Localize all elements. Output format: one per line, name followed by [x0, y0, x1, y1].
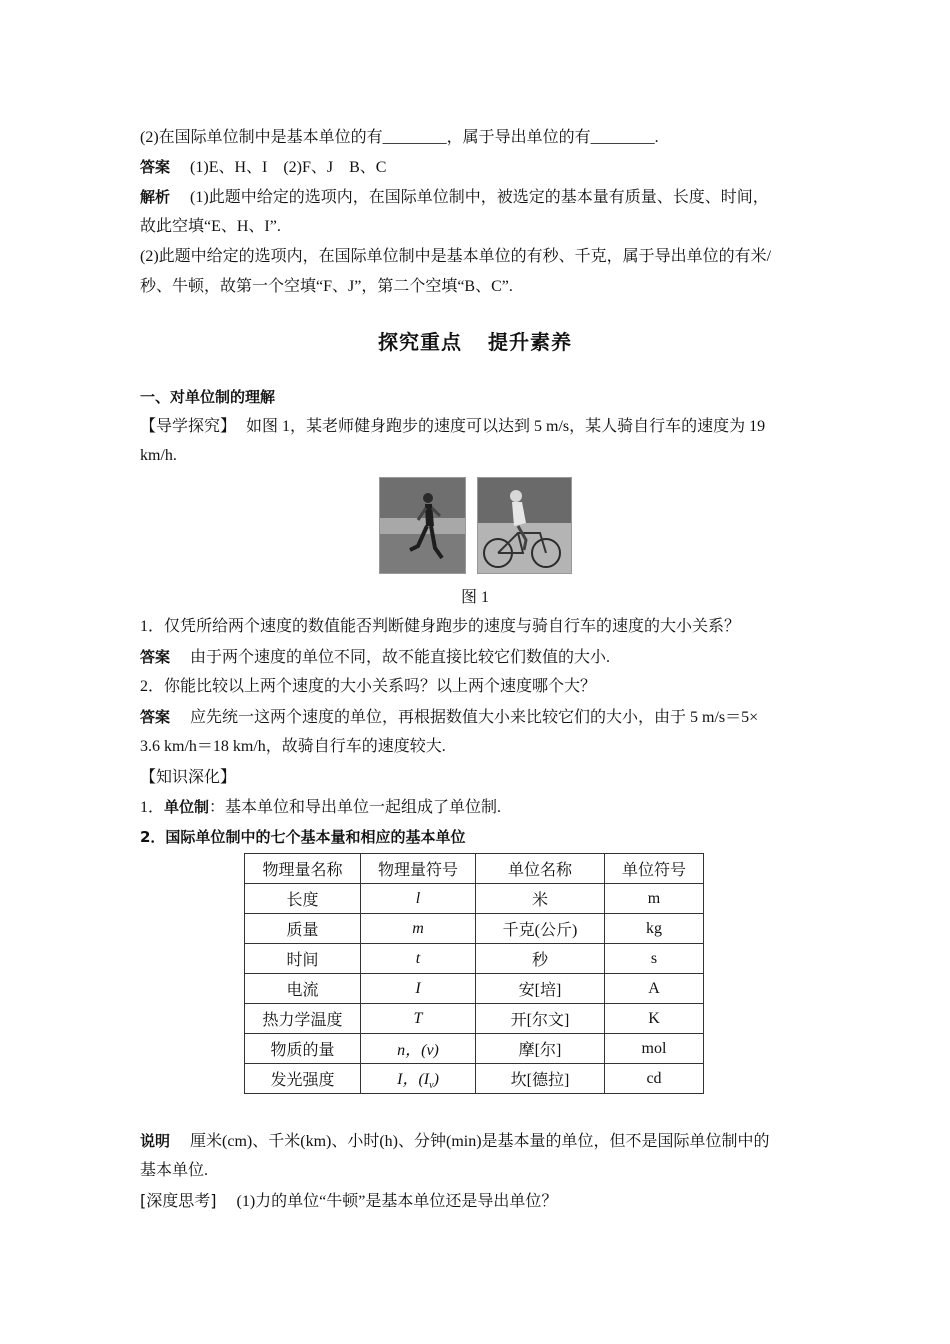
- guide-label: 【导学探究】: [140, 416, 237, 435]
- table-header: 单位名称: [476, 854, 605, 884]
- table-row: 长度 l 米 m: [245, 884, 704, 914]
- si-units-table: [244, 853, 704, 1094]
- knowledge-point-2: 2．国际单位制中的七个基本量和相应的基本单位: [140, 828, 466, 846]
- table-row: 电流 I 安[培] A: [245, 974, 704, 1004]
- analysis-label: 解析: [140, 188, 171, 206]
- deep-thinking: [深度思考] (1)力的单位“牛顿”是基本单位还是导出单位？: [140, 1191, 558, 1210]
- analysis-line-4: 秒、牛顿，故第一个空填“F、J”，第二个空填“B、C”.: [140, 278, 513, 295]
- table-row: 时间 t 秒 s: [245, 944, 704, 974]
- note-line-1: 说明 厘米(cm)、千米(km)、小时(h)、分钟(min)是基本量的单位，但不是国际单位制中的: [140, 1132, 770, 1150]
- table-header: 单位符号: [605, 854, 704, 884]
- table-header: 物理量名称: [245, 854, 361, 884]
- answer-text: (1)E、H、I (2)F、J B、C: [190, 159, 387, 176]
- analysis-line-1: 解析 (1)此题中给定的选项内，在国际单位制中，被选定的基本量有质量、长度、时间，: [140, 188, 769, 206]
- table-row: 质量 m 千克(公斤) kg: [245, 914, 704, 944]
- cyclist-photo: [477, 477, 572, 574]
- table-header: 物理量符号: [361, 854, 476, 884]
- answer-q1: 答案 由于两个速度的单位不同，故不能直接比较它们数值的大小.: [140, 648, 611, 666]
- answer-q2-line-2: 3.6 km/h＝18 km/h，故骑自行车的速度较大.: [140, 738, 446, 755]
- question-2: 2．你能比较以上两个速度的大小关系吗？以上两个速度哪个大？: [140, 678, 597, 695]
- knowledge-point-1: 1．单位制：基本单位和导出单位一起组成了单位制.: [140, 798, 502, 816]
- note-label: 说明: [140, 1132, 171, 1150]
- question-2-text: (2)在国际单位制中是基本单位的有________，属于导出单位的有________.: [140, 129, 659, 146]
- guide-line-1: 【导学探究】 如图 1，某老师健身跑步的速度可以达到 5 m/s，某人骑自行车的速度为 19: [140, 416, 766, 435]
- note-line-2: 基本单位.: [140, 1162, 209, 1179]
- table-row: 物质的量 n，(ν) 摩[尔] mol: [245, 1034, 704, 1064]
- heading-unit-system: 一、对单位制的理解: [140, 388, 276, 406]
- analysis-line-3: (2)此题中给定的选项内，在国际单位制中是基本单位的有秒、千克，属于导出单位的有米/: [140, 248, 772, 265]
- answer-q2-line-1: 答案 应先统一这两个速度的单位，再根据数值大小来比较它们的大小，由于 5 m/s＝5×: [140, 708, 759, 726]
- section-title: 探究重点 提升素养: [378, 330, 572, 354]
- answer-1: [140, 156, 812, 179]
- deep-label: [深度思考]: [140, 1191, 217, 1210]
- runner-photo: [379, 477, 466, 574]
- question-1: 1．仅凭所给两个速度的数值能否判断健身跑步的速度与骑自行车的速度的大小关系？: [140, 618, 741, 635]
- table-row: 热力学温度 T 开[尔文] K: [245, 1004, 704, 1034]
- knowledge-label: 【知识深化】: [140, 767, 237, 786]
- table-row: 发光强度 I，$(I_v)$ 坎[德拉] cd: [245, 1064, 704, 1094]
- guide-line-2: km/h.: [140, 447, 177, 464]
- answer-label: 答案: [140, 158, 171, 176]
- analysis-line-2: 故此空填“E、H、I”.: [140, 218, 281, 235]
- figure-caption: 图 1: [460, 589, 489, 606]
- table-header-row: [245, 854, 704, 884]
